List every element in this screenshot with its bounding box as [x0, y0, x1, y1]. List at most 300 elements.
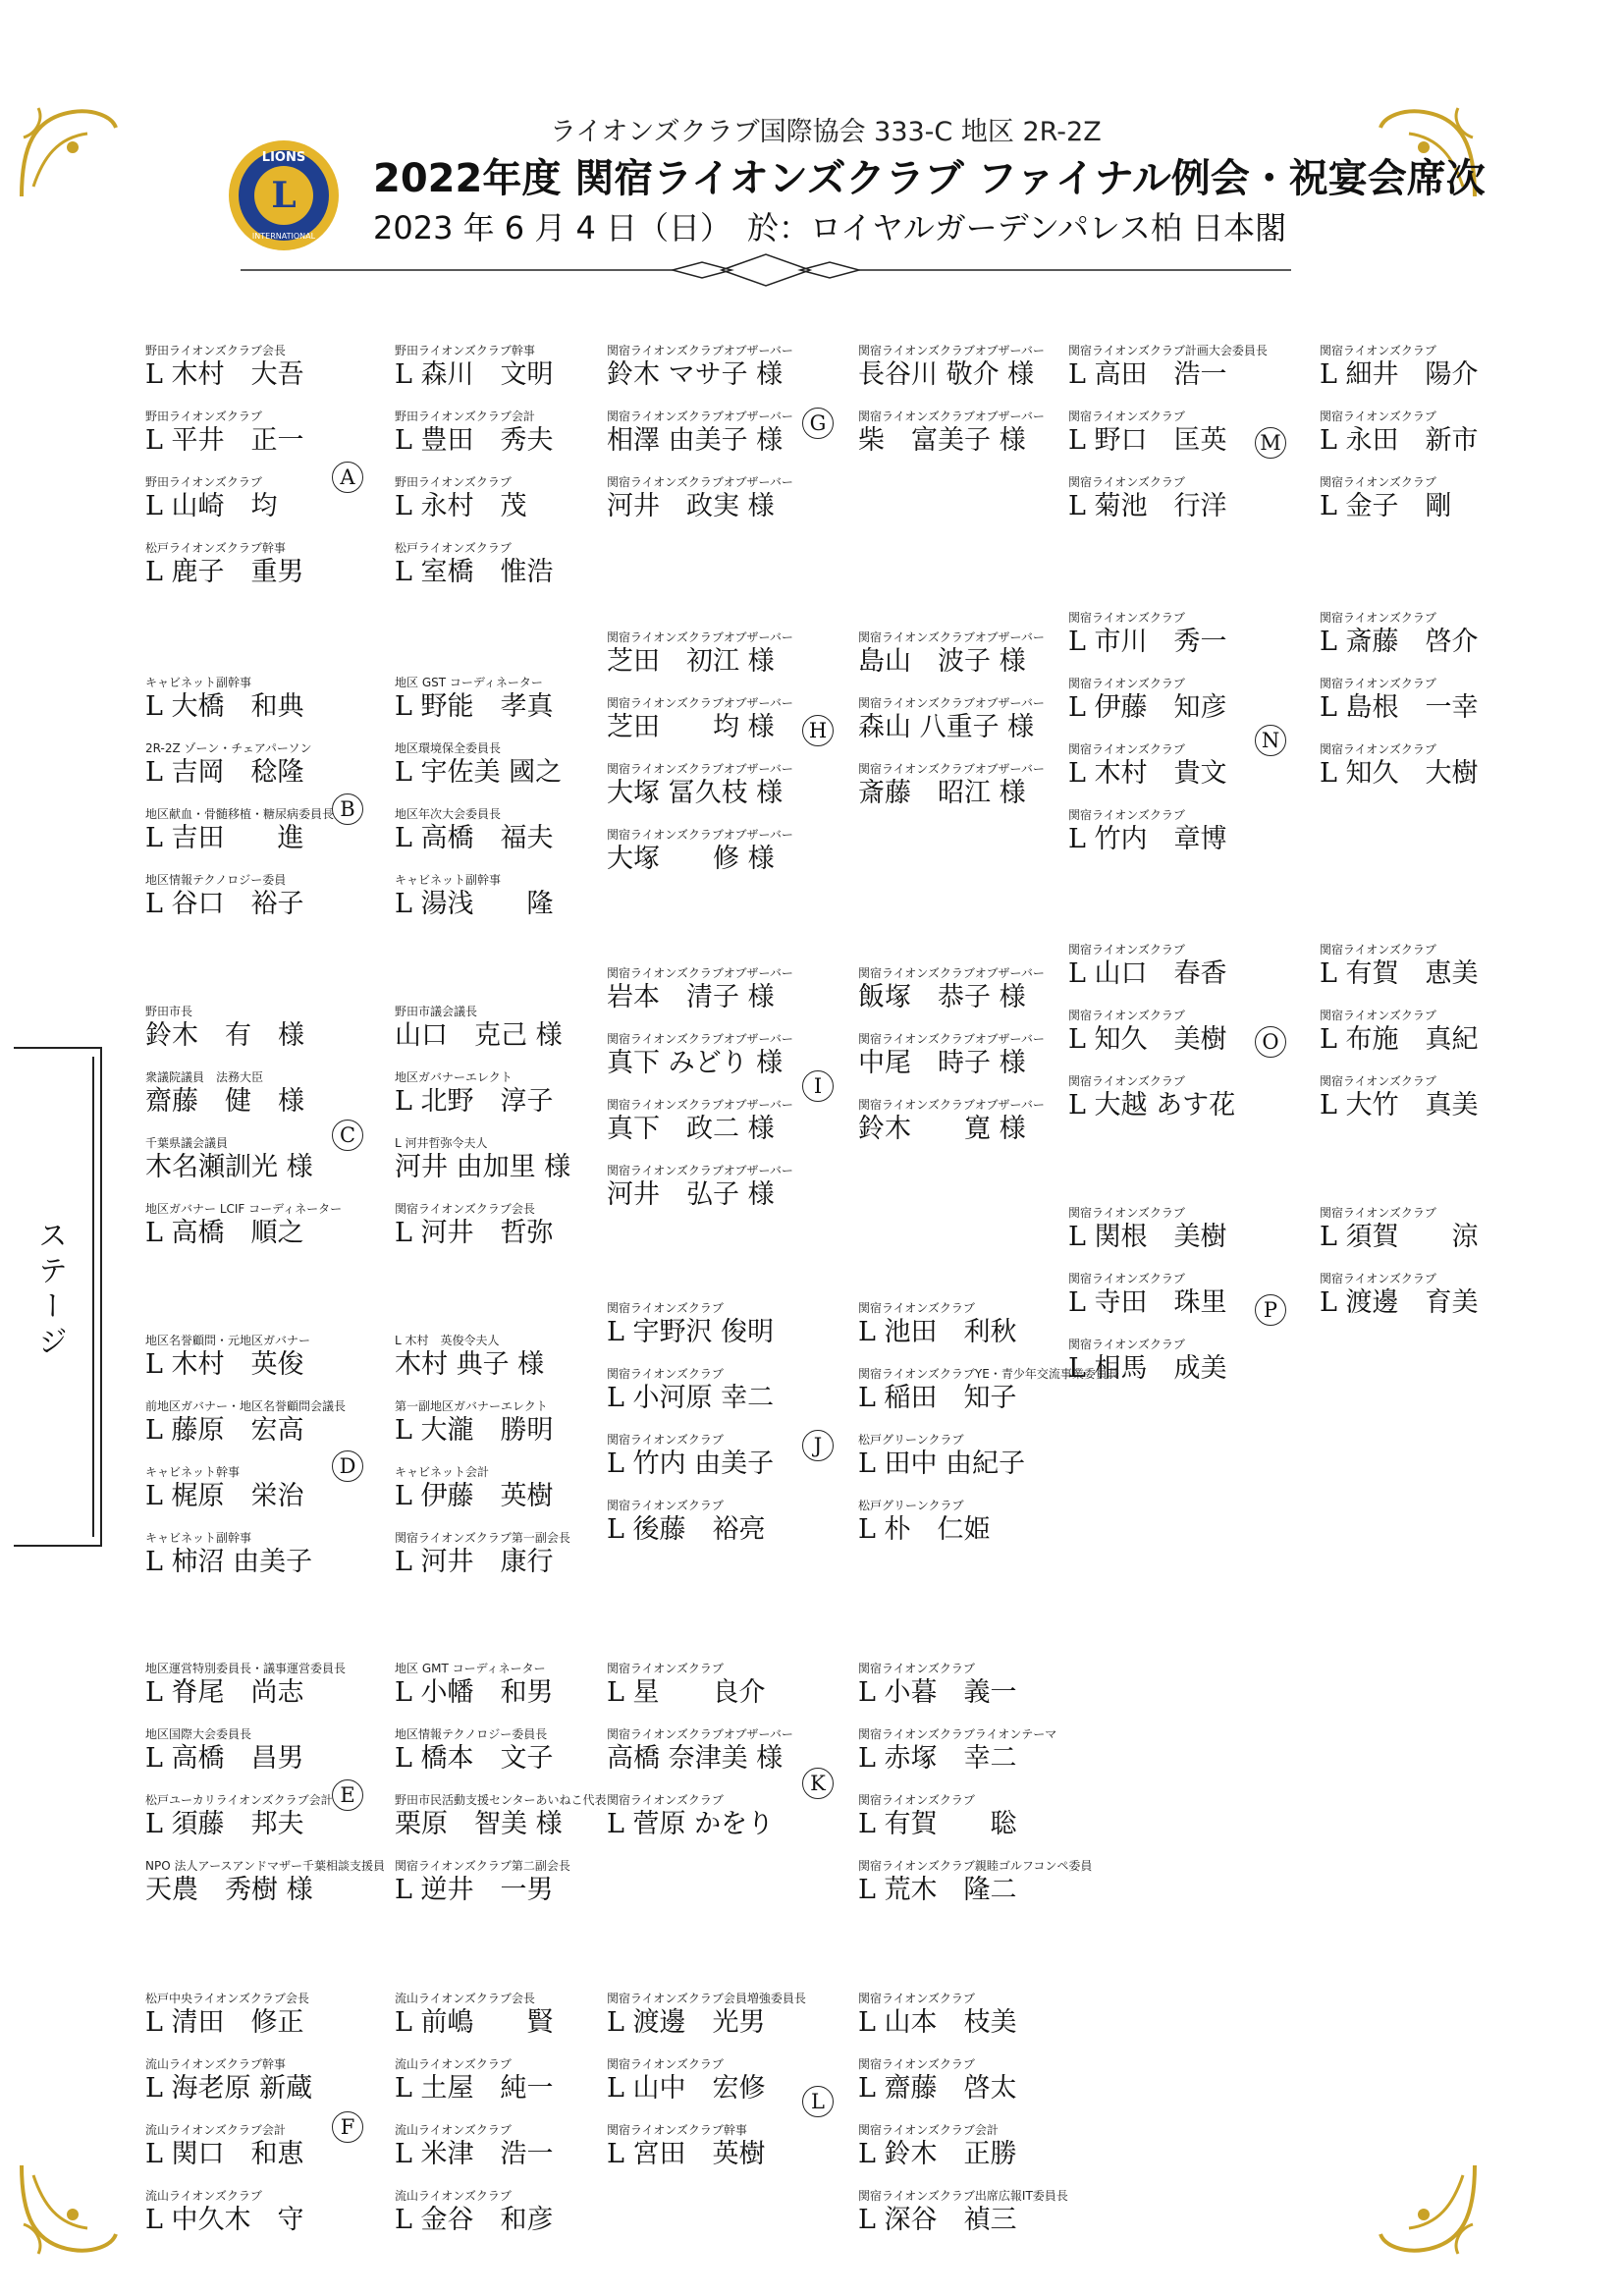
seat-role: 関宿ライオンズクラブ会計 [858, 2123, 999, 2137]
seat-B-2 [145, 741, 391, 791]
seat-K-4 [858, 1662, 1104, 1711]
seat-name: L 山中 宏修 [607, 2073, 766, 2104]
seat-role: 第一副地区ガバナーエレクト [395, 1399, 548, 1413]
seat-H-1 [607, 630, 852, 680]
seat-role: NPO 法人アースアンドマザー千葉相談支援員 [145, 1859, 386, 1873]
seat-N-1 [1068, 611, 1314, 660]
seat-name: L 吉田 進 [145, 823, 304, 853]
seat-name: L 室橋 惟浩 [395, 557, 554, 587]
seat-name: 木村 典子 様 [395, 1349, 545, 1380]
seat-role: 関宿ライオンズクラブ会長 [395, 1202, 535, 1216]
seat-name: L 竹内 由美子 [607, 1449, 775, 1479]
seat-role: 松戸中央ライオンズクラブ会長 [145, 1992, 309, 2005]
seat-C-5 [395, 1005, 640, 1054]
seat-role: 地区国際大会委員長 [145, 1727, 252, 1741]
seat-E-7 [395, 1793, 640, 1842]
seat-C-4 [145, 1202, 391, 1251]
seat-role: 関宿ライオンズクラブ [607, 1301, 724, 1315]
seat-name: L 柿沼 由美子 [145, 1547, 313, 1577]
seat-O-1 [1068, 943, 1314, 992]
seat-name: L 稲田 知子 [858, 1383, 1017, 1413]
seat-C-2 [145, 1070, 391, 1120]
seat-role: 関宿ライオンズクラブ [1068, 943, 1185, 957]
seat-C-8 [395, 1202, 640, 1251]
seat-C-7 [395, 1136, 640, 1185]
seat-name: 大塚 冨久枝 様 [607, 778, 784, 808]
organization-line: ライオンズクラブ国際協会 333-C 地区 2R-2Z [550, 117, 1102, 147]
seat-N-5 [1320, 611, 1565, 660]
seat-name: L 渡邊 光男 [607, 2007, 766, 2038]
seat-A-6 [395, 410, 640, 459]
seat-name: L 橋本 文子 [395, 1743, 554, 1774]
seat-role: 野田市議会議長 [395, 1005, 478, 1018]
seat-role: 関宿ライオンズクラブ [1320, 1074, 1436, 1088]
corner-ornament-bottom-left [14, 2156, 122, 2264]
seat-name: 河井 弘子 様 [607, 1179, 775, 1210]
corner-ornament-bottom-right [1375, 2156, 1483, 2264]
seat-name: L 梶原 栄治 [145, 1481, 304, 1511]
seat-role: 関宿ライオンズクラブ [1320, 742, 1436, 756]
seat-J-5 [858, 1301, 1104, 1350]
seat-role: 関宿ライオンズクラブ [607, 1662, 724, 1675]
seat-P-5 [1320, 1272, 1565, 1321]
seat-role: 関宿ライオンズクラブ幹事 [607, 2123, 747, 2137]
seat-name: L 逆井 一男 [395, 1875, 554, 1905]
seat-role: 関宿ライオンズクラブオブザーバー [607, 1098, 793, 1112]
seat-name: 芝田 均 様 [607, 712, 775, 742]
seat-role: 関宿ライオンズクラブ [858, 1793, 975, 1807]
seat-O-4 [1320, 943, 1565, 992]
seat-name: 栗原 智美 様 [395, 1809, 563, 1839]
seat-B-5 [395, 676, 640, 725]
seat-role: 関宿ライオンズクラブオブザーバー [607, 966, 793, 980]
seat-role: L 河井哲弥令夫人 [395, 1136, 488, 1150]
seat-role: 地区 GMT コーディネーター [395, 1662, 546, 1675]
seat-name: L 島根 一幸 [1320, 692, 1479, 723]
seat-K-6 [858, 1793, 1104, 1842]
seat-name: L 宮田 英樹 [607, 2139, 766, 2169]
seat-name: 河井 由加里 様 [395, 1152, 571, 1182]
seat-role: 関宿ライオンズクラブ [1068, 1074, 1185, 1088]
seat-A-4 [145, 541, 391, 590]
seat-M-4 [1320, 344, 1565, 393]
seat-L-4 [858, 1992, 1104, 2041]
seat-L-7 [858, 2189, 1104, 2238]
seat-J-8 [858, 1499, 1104, 1548]
seat-J-2 [607, 1367, 852, 1416]
event-date-venue: 2023 年 6 月 4 日（日） 於：ロイヤルガーデンパレス柏 日本閣 [373, 209, 1287, 246]
seat-role: 関宿ライオンズクラブオブザーバー [858, 1032, 1045, 1046]
seat-role: 2R-2Z ゾーン・チェアパーソン [145, 741, 312, 755]
seat-name: 齋藤 健 様 [145, 1086, 304, 1117]
seat-name: 相澤 由美子 様 [607, 425, 784, 456]
seat-name: L 大瀧 勝明 [395, 1415, 554, 1446]
logo-top-text: LIONS [261, 150, 306, 165]
seat-role: 野田市民活動支援センターあいねこ代表 [395, 1793, 607, 1807]
seat-M-1 [1068, 344, 1314, 393]
seat-G-3 [607, 475, 852, 524]
seat-E-5 [395, 1662, 640, 1711]
seat-role: 関宿ライオンズクラブ [607, 1367, 724, 1381]
seat-role: 流山ライオンズクラブ [395, 2123, 512, 2137]
seat-M-6 [1320, 475, 1565, 524]
seat-role: 関宿ライオンズクラブ [1068, 742, 1185, 756]
seat-name: 大塚 修 様 [607, 844, 775, 874]
seat-role: 関宿ライオンズクラブ第一副会長 [395, 1531, 570, 1545]
table-label-C: C [332, 1120, 363, 1151]
seat-D-5 [395, 1334, 640, 1383]
seat-B-4 [145, 873, 391, 922]
seat-role: 関宿ライオンズクラブ計画大会委員長 [1068, 344, 1268, 357]
seat-name: 岩本 清子 様 [607, 982, 775, 1012]
seat-role: キャビネット副幹事 [395, 873, 502, 887]
seat-role: 関宿ライオンズクラブ [1068, 611, 1185, 625]
table-label-I: I [802, 1070, 834, 1102]
logo-bottom-text: INTERNATIONAL [251, 232, 316, 241]
seat-role: 千葉県議会議員 [145, 1136, 229, 1150]
seat-role: 野田ライオンズクラブ [395, 475, 512, 489]
seat-H-3 [607, 762, 852, 811]
seat-role: 地区情報テクノロジー委員長 [395, 1727, 548, 1741]
seat-M-5 [1320, 410, 1565, 459]
seat-H-5 [858, 630, 1104, 680]
seat-role: 松戸グリーンクラブ [858, 1433, 964, 1447]
seat-role: 前地区ガバナー・地区名誉顧問会議長 [145, 1399, 347, 1413]
seat-name: 河井 政実 様 [607, 491, 775, 521]
seat-role: 関宿ライオンズクラブオブザーバー [858, 762, 1045, 776]
seat-name: L 小河原 幸二 [607, 1383, 775, 1413]
seat-name: L 清田 修正 [145, 2007, 304, 2038]
seat-L-6 [858, 2123, 1104, 2172]
seat-role: 関宿ライオンズクラブ [607, 2057, 724, 2071]
seat-role: 関宿ライオンズクラブ [1068, 1338, 1185, 1351]
seat-name: L 藤原 宏高 [145, 1415, 304, 1446]
table-label-K: K [802, 1768, 834, 1799]
seat-role: 関宿ライオンズクラブオブザーバー [607, 828, 793, 842]
seat-role: 関宿ライオンズクラブ [1320, 677, 1436, 690]
seat-role: 関宿ライオンズクラブYE・青少年交流事業委員長 [858, 1367, 1119, 1381]
seat-name: L 寺田 珠里 [1068, 1287, 1227, 1318]
seat-D-2 [145, 1399, 391, 1449]
seat-name: 真下 政二 様 [607, 1114, 775, 1144]
seat-B-7 [395, 807, 640, 856]
seat-name: L 河井 哲弥 [395, 1218, 554, 1248]
seat-name: L 大越 あす花 [1068, 1090, 1236, 1121]
corner-ornament-top-left [14, 98, 122, 206]
seat-role: 関宿ライオンズクラブオブザーバー [607, 475, 793, 489]
seat-I-5 [858, 966, 1104, 1015]
seat-G-1 [607, 344, 852, 393]
seat-name: 真下 みどり 様 [607, 1048, 784, 1078]
seat-A-2 [145, 410, 391, 459]
seat-A-8 [395, 541, 640, 590]
seat-name: L 深谷 禎三 [858, 2205, 1017, 2235]
seat-name: L 中久木 守 [145, 2205, 304, 2235]
seat-D-6 [395, 1399, 640, 1449]
seat-F-4 [145, 2189, 391, 2238]
seat-role: 関宿ライオンズクラブライオンテーマ [858, 1727, 1057, 1741]
seat-name: L 金谷 和彦 [395, 2205, 554, 2235]
table-label-E: E [332, 1779, 363, 1811]
seat-role: 野田市長 [145, 1005, 193, 1018]
seat-I-3 [607, 1098, 852, 1147]
seat-I-6 [858, 1032, 1104, 1081]
seat-role: 関宿ライオンズクラブオブザーバー [858, 1098, 1045, 1112]
seat-name: L 木村 大吾 [145, 359, 304, 390]
seat-role: 関宿ライオンズクラブオブザーバー [607, 1032, 793, 1046]
seat-role: 関宿ライオンズクラブ [1068, 1272, 1185, 1285]
seat-name: L 大橋 和典 [145, 691, 304, 722]
seat-role: 地区名誉顧問・元地区ガバナー [145, 1334, 311, 1347]
seat-C-1 [145, 1005, 391, 1054]
seat-name: L 山崎 均 [145, 491, 278, 521]
seat-name: L 永村 茂 [395, 491, 527, 521]
seat-name: L 木村 貴文 [1068, 758, 1227, 789]
seat-role: 野田ライオンズクラブ [145, 410, 262, 423]
seat-role: 地区運営特別委員長・議事運営委員長 [145, 1662, 347, 1675]
seat-P-4 [1320, 1206, 1565, 1255]
seat-role: 関宿ライオンズクラブ [858, 1662, 975, 1675]
seat-K-7 [858, 1859, 1104, 1908]
seat-name: L 高橋 福夫 [395, 823, 554, 853]
seat-name: L 高橋 順之 [145, 1218, 304, 1248]
seat-role: 関宿ライオンズクラブ [1320, 410, 1436, 423]
seat-role: 松戸ユーカリライオンズクラブ会計 [145, 1793, 333, 1807]
seat-name: L 布施 真紀 [1320, 1024, 1479, 1055]
seat-role: 関宿ライオンズクラブ [1320, 1009, 1436, 1022]
seat-role: キャビネット副幹事 [145, 676, 252, 689]
seat-name: L 伊藤 知彦 [1068, 692, 1227, 723]
seat-K-3 [607, 1793, 852, 1842]
seat-role: 地区ガバナー LCIF コーディネーター [145, 1202, 343, 1216]
seat-O-6 [1320, 1074, 1565, 1123]
seat-name: L 宇佐美 國之 [395, 757, 563, 788]
seat-name: L 平井 正一 [145, 425, 304, 456]
seat-name: L 知久 大樹 [1320, 758, 1479, 789]
seat-role: 野田ライオンズクラブ会長 [145, 344, 286, 357]
seat-A-7 [395, 475, 640, 524]
seat-role: 関宿ライオンズクラブ [1068, 808, 1185, 822]
seat-name: L 細井 陽介 [1320, 359, 1479, 390]
seat-name: 島山 波子 様 [858, 646, 1026, 677]
seat-role: L 木村 英俊令夫人 [395, 1334, 500, 1347]
seat-name: L 北野 淳子 [395, 1086, 554, 1117]
seat-role: 関宿ライオンズクラブオブザーバー [858, 344, 1045, 357]
table-label-F: F [332, 2111, 363, 2143]
seat-B-8 [395, 873, 640, 922]
table-label-P: P [1255, 1294, 1286, 1326]
seat-role: 地区 GST コーディネーター [395, 676, 543, 689]
seat-role: キャビネット幹事 [145, 1465, 241, 1479]
seat-name: 鈴木 マサ子 様 [607, 359, 784, 390]
seat-name: L 豊田 秀夫 [395, 425, 554, 456]
seat-name: L 小暮 義一 [858, 1677, 1017, 1708]
seat-K-5 [858, 1727, 1104, 1777]
seat-name: L 河井 康行 [395, 1547, 554, 1577]
seat-name: 長谷川 敬介 様 [858, 359, 1035, 390]
seat-name: L 吉岡 稔隆 [145, 757, 304, 788]
seat-name: L 朴 仁姫 [858, 1514, 991, 1545]
seat-name: L 斎藤 啓介 [1320, 627, 1479, 657]
seat-N-6 [1320, 677, 1565, 726]
seat-name: L 赤塚 幸二 [858, 1743, 1017, 1774]
seat-F-2 [145, 2057, 391, 2106]
table-label-D: D [332, 1450, 363, 1482]
seat-D-1 [145, 1334, 391, 1383]
seat-role: 流山ライオンズクラブ [395, 2057, 512, 2071]
seat-role: 関宿ライオンズクラブオブザーバー [858, 630, 1045, 644]
seat-name: 天農 秀樹 様 [145, 1875, 313, 1905]
seat-name: L 宇野沢 俊明 [607, 1317, 775, 1347]
seat-name: L 知久 美樹 [1068, 1024, 1227, 1055]
seat-J-7 [858, 1433, 1104, 1482]
seat-A-1 [145, 344, 391, 393]
seat-G-4 [858, 344, 1104, 393]
seat-M-3 [1068, 475, 1314, 524]
seat-name: L 永田 新市 [1320, 425, 1479, 456]
seat-role: 関宿ライオンズクラブオブザーバー [607, 630, 793, 644]
seat-name: L 谷口 裕子 [145, 889, 304, 919]
seat-H-4 [607, 828, 852, 877]
seat-role: 関宿ライオンズクラブ [1320, 943, 1436, 957]
seat-name: L 小幡 和男 [395, 1677, 554, 1708]
seat-role: 関宿ライオンズクラブオブザーバー [607, 410, 793, 423]
seat-role: 地区環境保全委員長 [395, 741, 502, 755]
seat-name: 鈴木 寛 様 [858, 1114, 1026, 1144]
seat-role: 関宿ライオンズクラブ [1320, 475, 1436, 489]
seat-H-6 [858, 696, 1104, 745]
table-label-J: J [802, 1430, 834, 1461]
seat-role: 関宿ライオンズクラブ [1320, 611, 1436, 625]
seat-role: 流山ライオンズクラブ [395, 2189, 512, 2203]
seat-name: L 荒木 隆二 [858, 1875, 1017, 1905]
seat-role: 関宿ライオンズクラブ [607, 1433, 724, 1447]
seat-role: 地区情報テクノロジー委員 [145, 873, 287, 887]
seat-role: 関宿ライオンズクラブ出席広報IT委員長 [858, 2189, 1068, 2203]
seat-name: 芝田 初江 様 [607, 646, 775, 677]
seat-role: 関宿ライオンズクラブオブザーバー [858, 966, 1045, 980]
seat-I-4 [607, 1164, 852, 1213]
seat-E-4 [145, 1859, 391, 1908]
seat-name: 山口 克己 様 [395, 1020, 563, 1051]
seat-O-3 [1068, 1074, 1314, 1123]
logo-letter: L [271, 175, 297, 216]
seat-J-1 [607, 1301, 852, 1350]
table-label-B: B [332, 793, 363, 825]
seat-name: L 野口 匡英 [1068, 425, 1227, 456]
seat-role: キャビネット会計 [395, 1465, 490, 1479]
stage-label: ステージ [32, 1220, 67, 1361]
seat-name: L 関根 美樹 [1068, 1222, 1227, 1252]
seat-role: 野田ライオンズクラブ [145, 475, 262, 489]
seat-role: 関宿ライオンズクラブ [607, 1499, 724, 1512]
seat-name: L 星 良介 [607, 1677, 766, 1708]
seat-name: L 鹿子 重男 [145, 557, 304, 587]
seat-name: L 菊池 行洋 [1068, 491, 1227, 521]
table-label-G: G [802, 408, 834, 439]
seat-name: 柴 富美子 様 [858, 425, 1026, 456]
seat-name: L 森川 文明 [395, 359, 554, 390]
seat-E-6 [395, 1727, 640, 1777]
seat-role: 関宿ライオンズクラブ [1068, 1009, 1185, 1022]
seat-name: L 湯浅 隆 [395, 889, 554, 919]
seat-P-1 [1068, 1206, 1314, 1255]
seat-L-5 [858, 2057, 1104, 2106]
seat-name: L 有賀 聡 [858, 1809, 1017, 1839]
seat-name: L 須賀 涼 [1320, 1222, 1479, 1252]
seat-D-7 [395, 1465, 640, 1514]
seat-role: キャビネット副幹事 [145, 1531, 252, 1545]
seat-name: L 須藤 邦夫 [145, 1809, 304, 1839]
seat-name: L 脊尾 尚志 [145, 1677, 304, 1708]
seat-role: 関宿ライオンズクラブ [1068, 410, 1185, 423]
seat-name: L 木村 英俊 [145, 1349, 304, 1380]
seat-name: 鈴木 有 様 [145, 1020, 304, 1051]
seat-N-2 [1068, 677, 1314, 726]
seat-role: 松戸グリーンクラブ [858, 1499, 964, 1512]
lions-logo [226, 137, 342, 253]
table-label-A: A [332, 462, 363, 493]
seat-role: 流山ライオンズクラブ幹事 [145, 2057, 286, 2071]
seat-name: L 野能 孝真 [395, 691, 554, 722]
seat-name: L 山本 枝美 [858, 2007, 1017, 2038]
seat-role: 関宿ライオンズクラブ [858, 1301, 975, 1315]
seat-name: 木名瀬訓光 様 [145, 1152, 313, 1182]
seat-role: 関宿ライオンズクラブ第二副会長 [395, 1859, 570, 1873]
seat-F-7 [395, 2123, 640, 2172]
seat-role: 関宿ライオンズクラブ [1068, 1206, 1185, 1220]
seat-name: L 齋藤 啓太 [858, 2073, 1017, 2104]
seat-I-1 [607, 966, 852, 1015]
seat-name: L 伊藤 英樹 [395, 1481, 554, 1511]
seat-name: 高橋 奈津美 様 [607, 1743, 784, 1774]
seat-name: L 海老原 新蔵 [145, 2073, 313, 2104]
seat-F-5 [395, 1992, 640, 2041]
seat-K-1 [607, 1662, 852, 1711]
seat-role: 関宿ライオンズクラブオブザーバー [607, 696, 793, 710]
seat-B-6 [395, 741, 640, 791]
seat-role: 関宿ライオンズクラブオブザーバー [607, 1727, 793, 1741]
seat-role: 関宿ライオンズクラブ会員増強委員長 [607, 1992, 806, 2005]
seat-role: 関宿ライオンズクラブオブザーバー [607, 344, 793, 357]
table-label-N: N [1255, 725, 1286, 756]
seat-N-4 [1068, 808, 1314, 857]
seat-name: 森山 八重子 様 [858, 712, 1035, 742]
seat-name: L 渡邊 育美 [1320, 1287, 1479, 1318]
seat-A-5 [395, 344, 640, 393]
seat-role: 関宿ライオンズクラブ [607, 1793, 724, 1807]
seat-name: L 金子 剛 [1320, 491, 1452, 521]
seat-F-1 [145, 1992, 391, 2041]
header-divider [241, 250, 1291, 290]
seat-O-5 [1320, 1009, 1565, 1058]
seat-name: L 竹内 章博 [1068, 824, 1227, 854]
seat-role: 地区年次大会委員長 [395, 807, 502, 821]
seat-role: 関宿ライオンズクラブ親睦ゴルフコンペ委員 [858, 1859, 1093, 1873]
seat-F-6 [395, 2057, 640, 2106]
seat-role: 関宿ライオンズクラブオブザーバー [607, 1164, 793, 1177]
seat-D-4 [145, 1531, 391, 1580]
seat-J-6 [858, 1367, 1119, 1416]
seat-role: 関宿ライオンズクラブ [1320, 1272, 1436, 1285]
seat-name: 飯塚 恭子 様 [858, 982, 1026, 1012]
seat-role: 関宿ライオンズクラブ [1068, 677, 1185, 690]
seat-name: L 鈴木 正勝 [858, 2139, 1017, 2169]
seat-role: 関宿ライオンズクラブオブザーバー [858, 696, 1045, 710]
seat-F-8 [395, 2189, 640, 2238]
seat-role: 地区献血・骨髄移植・糖尿病委員長 [145, 807, 335, 821]
seat-role: 関宿ライオンズクラブ [858, 2057, 975, 2071]
